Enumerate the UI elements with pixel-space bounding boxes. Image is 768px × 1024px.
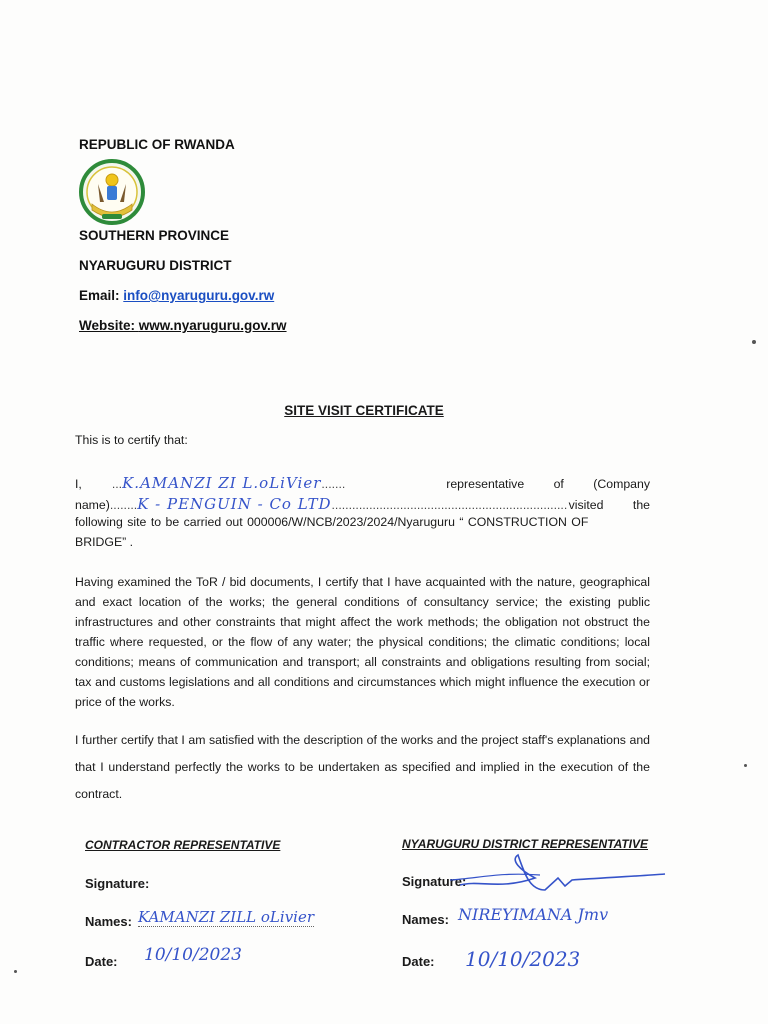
website-row xyxy=(79,318,287,333)
contractor-date-label: Date: xyxy=(85,954,118,969)
intro-text: This is to certify that: xyxy=(75,433,188,447)
district-heading-rep: NYARUGURU DISTRICT REPRESENTATIVE xyxy=(402,837,649,851)
district-date-value: 10/10/2023 xyxy=(465,947,581,971)
company-line: name) ........ K - PENGUIN - Co LTD ..................................................................... visited the xyxy=(75,495,650,513)
scan-speck xyxy=(14,970,17,973)
scan-speck xyxy=(744,764,747,767)
site-line-continued: BRIDGE” . xyxy=(75,535,134,549)
province-heading: SOUTHERN PROVINCE xyxy=(79,228,230,243)
representative-name: K.AMANZI ZI L.oLiVier xyxy=(122,474,322,492)
district-date-label: Date: xyxy=(402,954,435,969)
contractor-names-value: KAMANZI ZILL oLivier xyxy=(138,908,315,926)
district-signature-scribble xyxy=(440,850,670,900)
line2-suffix: visited the xyxy=(568,498,650,512)
representative-line: I, ... K.AMANZI ZI L.oLiVier ....... representative of (Company xyxy=(75,474,650,492)
contractor-date-value: 10/10/2023 xyxy=(144,945,242,965)
line1-suffix: representative of (Company xyxy=(446,477,650,491)
paragraph-further-certify: I further certify that I am satisfied with the description of the works and the project staff's explanations and that I understand perfectly the works to be undertaken as specified and implied in the execution of the contract. xyxy=(75,733,650,801)
district-signature-label: Signature: xyxy=(402,874,467,889)
line2-prefix: name) xyxy=(75,498,110,512)
district-names-value: NIREYIMANA Jmv xyxy=(458,905,609,924)
country-heading: REPUBLIC OF RWANDA xyxy=(79,137,235,152)
rwanda-emblem-icon xyxy=(78,158,146,226)
scan-speck xyxy=(752,340,756,344)
email-row xyxy=(79,288,274,303)
website-link[interactable]: www.nyaruguru.gov.rw xyxy=(138,318,287,333)
paragraph-examination: Having examined the ToR / bid documents, I certify that I have acquainted with the nature, geographical and exact location of the works; the general conditions of consultancy service; the existing public infrastructures and other constraints that might affect the work methods; the obligation not obstruct the traffic where requested, or the flow of any water; the physical conditions; the climatic conditions; local conditions; means of communication and transport; all constraints and obligations resulting from social; tax and customs legislations and all conditions and circumstances which might influence the execution or price of the works. xyxy=(75,575,650,709)
document-title: SITE VISIT CERTIFICATE xyxy=(284,403,444,418)
email-link[interactable]: info@nyaruguru.gov.rw xyxy=(123,288,275,303)
company-name: K - PENGUIN - Co LTD xyxy=(137,495,332,513)
contractor-names-label: Names: xyxy=(85,914,132,929)
contractor-heading: CONTRACTOR REPRESENTATIVE xyxy=(85,838,281,852)
contractor-signature-label: Signature: xyxy=(85,876,150,891)
website-label: Website: xyxy=(79,318,136,333)
district-names-label: Names: xyxy=(402,912,449,927)
site-line: following site to be carried out 000006/W/NCB/2023/2024/Nyaruguru “ CONSTRUCTION OF xyxy=(75,515,589,529)
line1-prefix: I, xyxy=(75,477,82,491)
email-label: Email: xyxy=(79,288,120,303)
district-heading: NYARUGURU DISTRICT xyxy=(79,258,232,273)
